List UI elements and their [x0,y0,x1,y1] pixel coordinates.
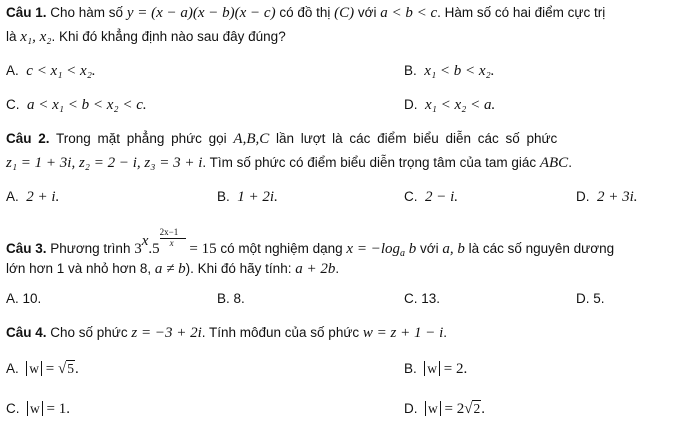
option-value: 5. [593,291,605,306]
q4-stem [6,324,447,342]
q2-option-a[interactable] [6,188,59,206]
q4-text1: Cho số phức [46,325,132,340]
option-value: 10. [22,291,42,306]
option-eq: = 2 [440,401,465,417]
q2-option-c[interactable] [404,188,458,206]
q1-stem-line2 [6,28,286,46]
q4-z: z = −3 + 2i [131,325,202,341]
q4-label: Câu 4. [6,325,47,340]
q3-neq: a ≠ b [154,261,186,277]
option-letter: A. [6,361,19,376]
option-letter: D. [404,401,418,416]
eq-base: 3 [134,241,142,257]
q1-line2a: là [6,29,21,44]
option-letter: D. [576,189,590,204]
q2-text2: lần lượt là các điểm biểu diễn các số phức [269,131,558,146]
option-letter: B. [217,189,230,204]
q3-option-d[interactable] [576,290,605,308]
option-value: 2 + 3i. [597,189,638,205]
q4-option-a[interactable] [6,360,79,378]
option-letter: D. [404,97,418,112]
frac-numerator: 2x−1 [159,227,179,237]
option-end: . [481,401,485,417]
q1-option-a[interactable] [6,62,96,80]
q1-function: y = (x − a)(x − b)(x − c) [126,5,276,21]
q3-option-b[interactable] [217,290,245,308]
q3-line2a: lớn hơn 1 và nhỏ hơn 8, [6,261,155,276]
q4-w: w = z + 1 − i [362,325,444,341]
eq-exponent: x [141,233,149,249]
q1-option-b[interactable] [404,62,495,80]
q1-graph: (C) [334,5,355,21]
option-value: x₁ < b < x₂. [424,63,495,79]
q3-option-a[interactable] [6,290,41,308]
q3-text1: Phương trình [46,241,135,256]
sqrt-icon: √ [58,361,67,377]
modulus-w: w [424,361,440,376]
q2-text1: Trong mặt phẳng phức gọi [49,131,234,146]
option-letter: C. [6,97,20,112]
q3-text3: với [416,241,443,256]
q3-expr: a + 2b [295,261,336,277]
eq-base2: .5 [148,241,160,257]
q3-equation [134,227,217,257]
option-value: x₁ < x₂ < a. [425,97,496,113]
q3-label: Câu 3. [6,241,47,256]
q1-text4: . Hàm số có hai điểm cực trị [437,5,606,20]
option-end: . [74,361,79,377]
option-value: 1 + 2i. [237,189,278,205]
sol-base: a [400,248,405,259]
q2-label: Câu 2. [6,131,50,146]
option-letter: C. [404,291,418,306]
q4-option-b[interactable] [404,360,467,378]
q2-option-d[interactable] [576,188,638,206]
q3-solution [346,241,416,257]
option-value: c < x₁ < x₂. [26,63,96,79]
option-eq: = 1. [42,401,70,417]
option-letter: B. [217,291,230,306]
modulus-w: w [26,361,42,376]
q1-stem-line1 [6,4,605,22]
option-letter: C. [404,189,418,204]
q4-text2: . Tính môđun của số phức [201,325,363,340]
q1-option-d[interactable] [404,96,495,114]
q1-label: Câu 1. [6,5,47,20]
option-eq: = [42,361,58,377]
q2-stem-line1 [6,130,557,148]
q3-stem-line2 [6,260,339,278]
option-letter: A. [6,189,19,204]
sol-log: x = −log [346,241,400,257]
q2-option-b[interactable] [217,188,278,206]
q1-condition: a < b < c [380,5,438,21]
q3-ab: a, b [442,241,465,257]
q2-points: A,B,C [233,131,270,147]
option-value: 2 − i. [425,189,459,205]
sol-arg: b [405,241,417,257]
sqrt-icon: √ [464,401,473,417]
q3-text2: có một nghiệm dạng [216,241,347,256]
option-letter: D. [576,291,590,306]
q2-line2c: . [568,155,572,170]
q3-text4: là các số nguyên dương [464,241,615,256]
option-letter: A. [6,63,19,78]
q1-points: x₁, x₂ [20,29,52,45]
q2-triangle: ABC [539,155,569,171]
option-value: 8. [233,291,245,306]
q3-line2c: . [335,261,340,276]
q2-stem-line2 [6,154,572,172]
frac-denominator: x [169,238,174,248]
option-value: 13. [421,291,441,306]
eq-rhs: = 15 [185,241,217,257]
q2-complex-numbers: z₁ = 1 + 3i, z₂ = 2 − i, z₃ = 3 + i [6,155,203,171]
q4-option-c[interactable] [6,400,70,418]
q2-line2b: . Tìm số phức có điểm biểu diễn trọng tâm của tam giác [202,155,540,170]
option-value: 2 + i. [26,189,60,205]
q3-stem-line1 [6,227,615,263]
q4-text3: . [443,325,448,340]
q1-line2b: . Khi đó khẳng định nào sau đây đúng? [51,29,286,44]
q1-text1: Cho hàm số [46,5,127,20]
sqrt-radicand: 2 [473,401,481,416]
option-letter: C. [6,401,20,416]
option-letter: B. [404,63,417,78]
option-eq: = 2. [440,361,468,377]
q1-option-c[interactable] [6,96,147,114]
q3-line2b: ). Khi đó hãy tính: [185,261,296,276]
sqrt-radicand: 5 [67,361,74,376]
q3-option-c[interactable] [404,290,440,308]
option-letter: A. [6,291,19,306]
q1-text2: có đồ thị [275,5,335,20]
q1-text3: với [354,5,381,20]
option-letter: B. [404,361,417,376]
modulus-w: w [425,401,441,416]
option-value: a < x₁ < b < x₂ < c. [27,97,147,113]
q4-option-d[interactable] [404,400,485,418]
modulus-w: w [27,401,43,416]
